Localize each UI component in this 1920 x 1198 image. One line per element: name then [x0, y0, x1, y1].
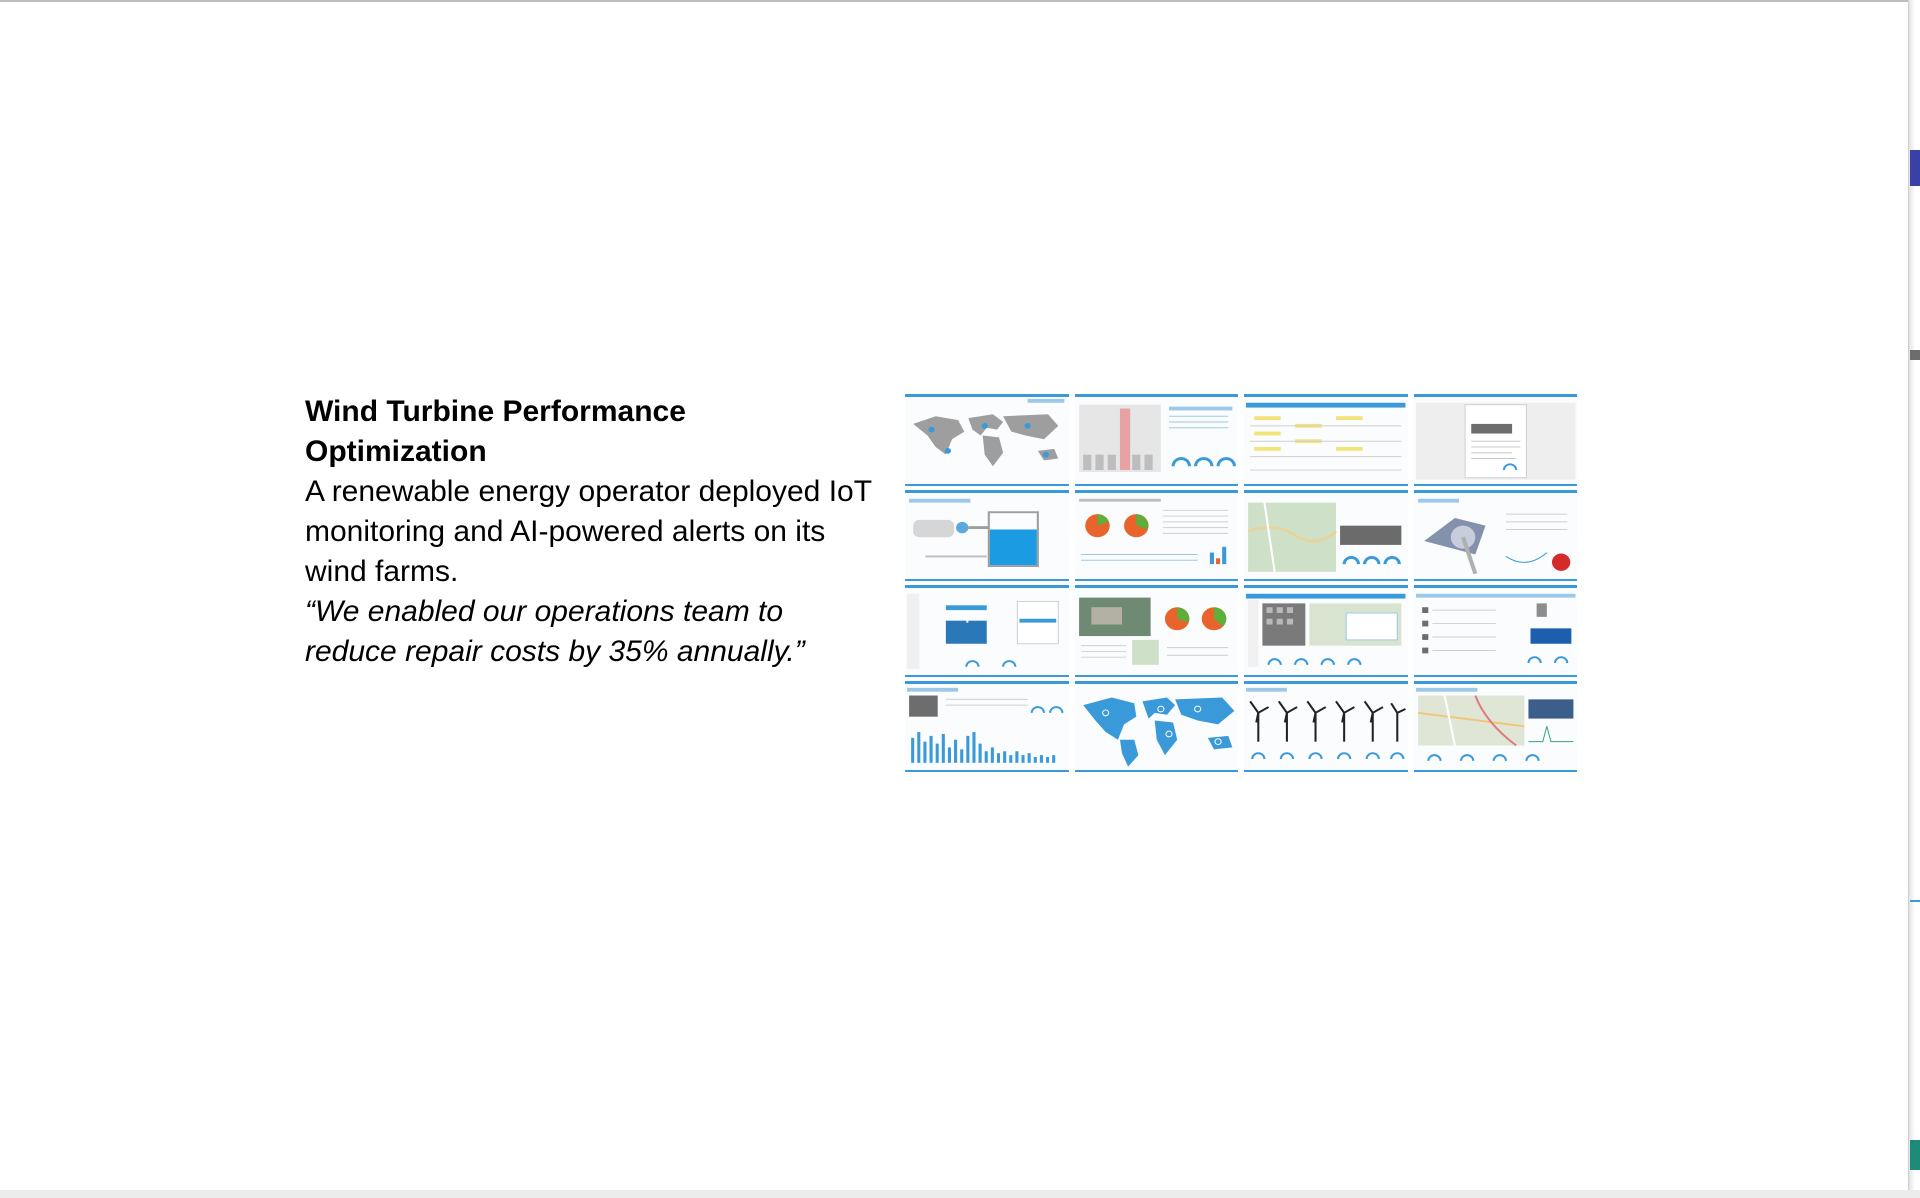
form-table-thumbnail	[1244, 394, 1408, 486]
device-controls-thumbnail	[1414, 585, 1578, 677]
slide-title: Wind Turbine Performance Optimization	[305, 395, 686, 468]
bar-chart-gauges-thumbnail	[1075, 394, 1239, 486]
edge-marker	[1910, 900, 1920, 902]
site-dashboard-thumbnail	[905, 585, 1069, 677]
bottom-border	[0, 1190, 1920, 1198]
turbine-nacelle-thumbnail	[1414, 490, 1578, 582]
wind-turbines-overview-thumbnail	[1244, 681, 1408, 773]
edge-marker	[1910, 150, 1920, 186]
vehicle-tracking-map-thumbnail	[1414, 681, 1578, 773]
slide-text	[305, 392, 875, 672]
bar-histogram-thumbnail	[905, 681, 1069, 773]
building-map-thumbnail	[1244, 585, 1408, 677]
pie-charts-thumbnail	[1075, 490, 1239, 582]
dashboard-thumbnail-gallery	[905, 394, 1577, 772]
map-gauges-thumbnail	[1244, 490, 1408, 582]
edge-marker	[1910, 350, 1920, 360]
aerial-photo-pies-thumbnail	[1075, 585, 1239, 677]
slide-description: A renewable energy operator deployed IoT monitoring and AI-powered alerts on its wind farms.	[305, 475, 872, 588]
world-map-grey-thumbnail	[905, 394, 1069, 486]
edge-marker	[1910, 1140, 1920, 1170]
site-report-document-thumbnail	[1414, 394, 1578, 486]
tank-diagram-thumbnail	[905, 490, 1069, 582]
slide-quote: “We enabled our operations team to reduce repair costs by 35% annually.”	[305, 595, 805, 668]
top-border	[0, 0, 1920, 2]
world-map-blue-thumbnail	[1075, 681, 1239, 773]
